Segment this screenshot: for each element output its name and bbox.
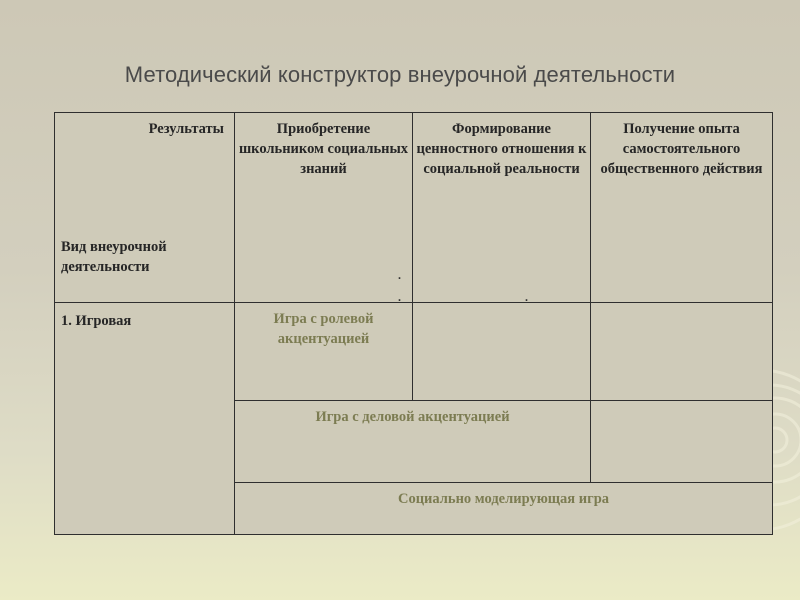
row-label-game: 1. Игровая <box>55 303 235 535</box>
header-corner-cell <box>55 113 235 303</box>
slide-title: Методический конструктор внеурочной деятельности <box>124 62 676 87</box>
empty-cell <box>591 303 773 401</box>
game-row-1 <box>55 303 773 401</box>
column-header-value-attitude: Формирование ценностного отношения к социальной реальности <box>413 113 591 303</box>
stray-dot: . <box>398 290 401 304</box>
empty-cell <box>413 303 591 401</box>
game-social-modeling-cell: Социально моделирующая игра <box>235 483 773 535</box>
stray-dot: . <box>398 268 401 282</box>
stray-dot: . <box>525 290 528 304</box>
column-header-social-action: Получение опыта самостоятельного общественного действия <box>591 113 773 303</box>
column-header-social-knowledge: Приобретение школьником социальных знаний <box>235 113 413 303</box>
empty-cell <box>591 401 773 483</box>
header-row <box>55 113 773 303</box>
activity-type-label: Вид внеурочной деятельности <box>61 239 167 275</box>
results-label: Результаты <box>148 121 224 137</box>
game-role-cell: Игра с ролевой акцентуацией <box>235 303 413 401</box>
game-business-cell: Игра с деловой акцентуацией <box>235 401 591 483</box>
constructor-table <box>54 112 773 535</box>
